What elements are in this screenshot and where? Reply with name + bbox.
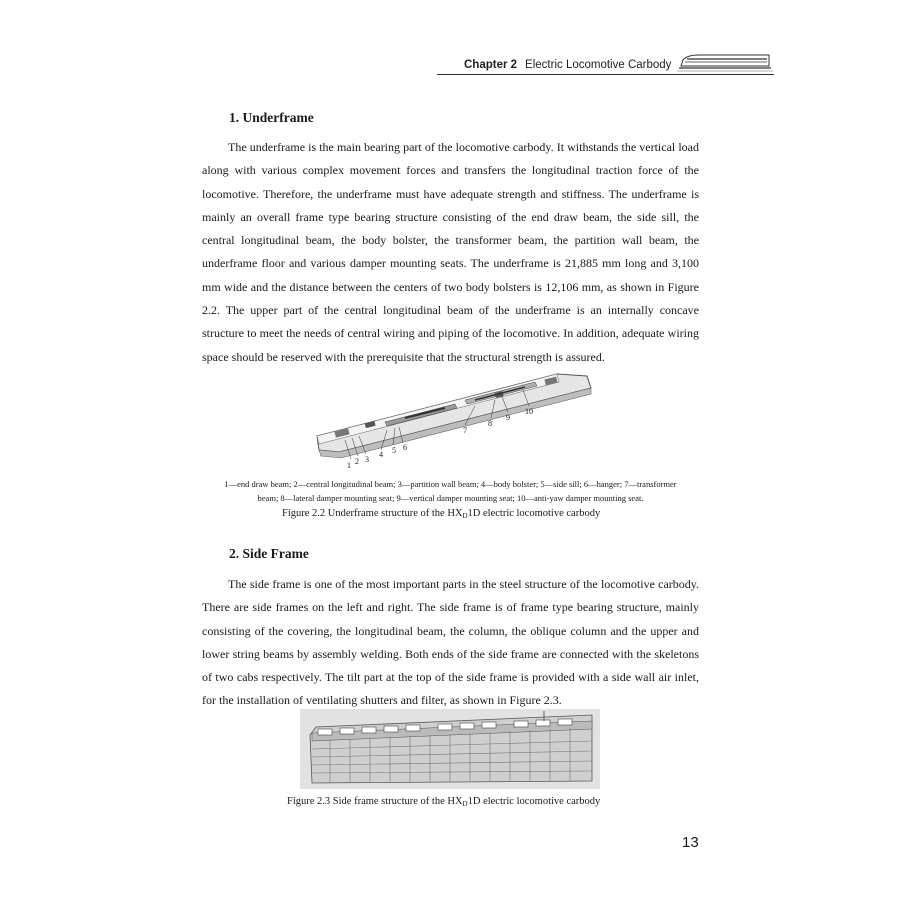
figure-2-3-caption [287,796,600,808]
train-icon [677,51,773,73]
callout-6: 6 [403,443,407,452]
callout-2: 2 [355,457,359,466]
caption-subscript: D [462,800,468,808]
section-heading-side-frame: 2. Side Frame [229,546,309,561]
chapter-number: Chapter 2 [464,59,518,71]
legend-line-1: 1—end draw beam; 2—central longitudinal beam; 3—partition wall beam; 4—body bolster; 5—side sill; 6—hanger; 7—transformer [224,479,677,489]
caption-prefix: Figure 2.2 Underframe structure of the HX [282,508,463,519]
underframe-figure [305,360,605,472]
side-frame-figure [300,709,600,789]
chapter-title: Electric Locomotive Carbody [525,59,672,71]
section-heading-underframe: 1. Underframe [229,110,314,125]
callout-3: 3 [365,455,369,464]
callout-10: 10 [525,407,533,416]
callout-5: 5 [392,446,396,455]
caption-subscript: D [462,512,468,520]
legend-line-2: beam; 8—lateral damper mounting seat; 9—vertical damper mounting seat; 10—anti-yaw damper mounting seat. [257,493,644,503]
caption-prefix: Figure 2.3 Side frame structure of the HX [287,796,463,807]
header-rule [437,74,774,75]
caption-suffix: 1D electric locomotive carbody [467,796,601,807]
figure-2-2-caption [282,508,600,520]
callout-8: 8 [488,419,492,428]
callout-1: 1 [347,461,351,470]
figure-2-2-legend [202,477,699,505]
callout-4: 4 [379,450,383,459]
page-number: 13 [682,834,699,851]
paragraph-side-frame [202,573,699,713]
paragraph-underframe [202,136,699,369]
caption-suffix: 1D electric locomotive carbody [467,508,601,519]
chapter-label [464,59,671,71]
callout-9: 9 [506,413,510,422]
paragraph-text: The side frame is one of the most important parts in the steel structure of the locomotive carbody. There are side frames on the left and right. The side frame is of frame type bearing structure, mainly consisting of the covering, the longitudinal beam, the column, the oblique column and the upper and lower string beams by assembly welding. Both ends of the side frame are connected with the skeletons of two cabs respectively. The tilt part at the top of the side frame is provided with a side wall air inlet, for the installation of ventilating shutters and filter, as shown in Figure 2.3. [202,577,699,708]
running-header [437,59,773,75]
paragraph-text: The underframe is the main bearing part of the locomotive carbody. It withstands the vertical load along with various complex movement forces and transfers the longitudinal traction force of the locomotive. Therefore, the underframe must have adequate strength and stiffness. The underframe is mainly an overall frame type bearing structure consisting of the end draw beam, the side sill, the central longitudinal beam, the body bolster, the transformer beam, the partition wall beam, the underframe floor and various damper mounting seats. The underframe is 21,885 mm long and 3,100 mm wide and the distance between the centers of two body bolsters is 12,106 mm, as shown in Figure 2.2. The upper part of the central longitudinal beam of the underframe is an internally concave structure to meet the needs of central wiring and piping of the locomotive. In addition, adequate wiring space should be reserved with the prerequisite that the structural strength is assured. [202,140,699,364]
callout-7: 7 [463,426,467,435]
